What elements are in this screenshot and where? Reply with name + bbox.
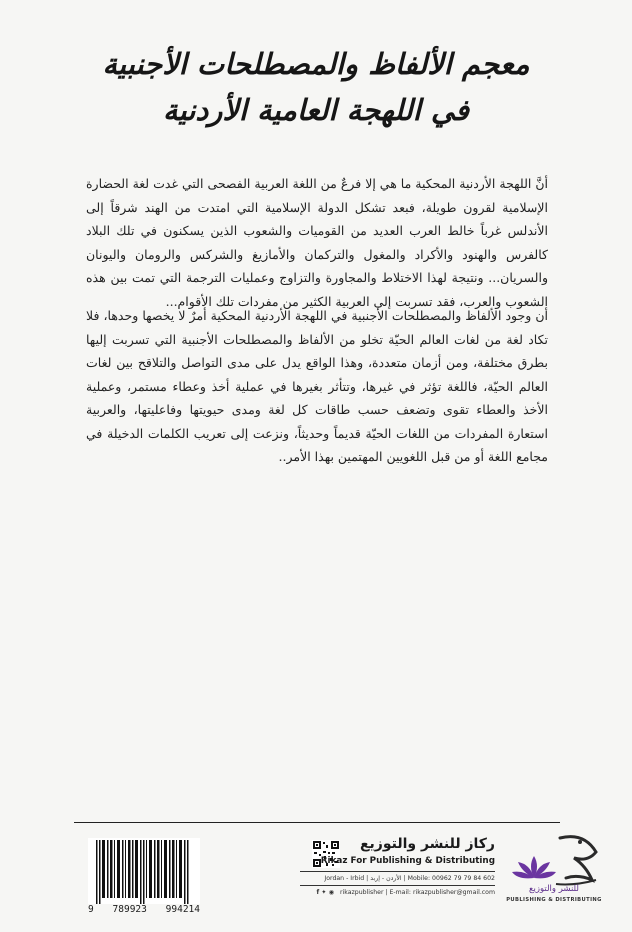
blurb-paragraph-2: أن وجود الألفاظ والمصطلحات الأجنبية في اللهجة الأردنية المحكية أمرٌ لا يخصها وحدها، فلا تكاد لغة من لغات العالم الحيّة تخلو من الألفاظ والمصطلحات الأجنبية التي تسربت إليها بطرق مختلفة، ومن أزمان متعددة، وهذا الواقع يدل على مدى التواصل والتلاقح بين لغات العالم الحيّة، فاللغة تؤثر في غيرها، وتتأثر بغيرها في عملية أخذ وعطاء مستمر، وعملية الأخذ والعطاء تقوى وتضعف حسب طاقات كل لغة ومدى حيويتها وفاعليتها، والعربية استعارة المفردات من اللغات الحيّة قديماً وحديثاً، ونزعت إلى تعريب الكلمات الدخيلة في مجامع اللغة أو من قبل اللغويين المهتمين بهذا الأمر.. [86, 308, 548, 464]
publisher-social-row [300, 889, 495, 896]
logo-text-ar: للنشر والتوزيع [529, 884, 579, 894]
publisher-divider-1 [300, 871, 495, 872]
publisher-address: Jordan - Irbid | الأردن - إربد | Mobile: 00962 79 79 84 602 [324, 875, 495, 882]
isbn-first-digit: 9 [88, 904, 94, 915]
publisher-name-ar: ركاز للنشر والتوزيع [359, 836, 495, 852]
logo-text-en: PUBLISHING & DISTRIBUTING [506, 897, 602, 903]
isbn-group-2: 994214 [165, 904, 200, 915]
publisher-contact: rikazpublisher | E-mail: rikazpublisher@gmail.com [340, 889, 495, 896]
isbn-group-1: 789923 [112, 904, 147, 915]
social-icons: f ✦ ◉ [316, 889, 335, 896]
book-title-line-1: معجم الألفاظ والمصطلحات الأجنبية [102, 47, 530, 81]
isbn-digits [88, 904, 200, 915]
publisher-divider-2 [300, 885, 495, 886]
footer-divider [74, 822, 560, 823]
publisher-name-en: Rikaz For Publishing & Distributing [320, 856, 495, 866]
barcode-bars-icon [88, 838, 200, 904]
book-title-line-2: في اللهجة العامية الأردنية [163, 93, 469, 127]
blurb-paragraph-1: أنَّ اللهجة الأردنية المحكية ما هي إلا فرعٌ من اللغة العربية الفصحى التي غدت لغة الحضارة الإسلامية لقرون طويلة، فبعد تشكل الدولة الإسلامية التي امتدت من الهند شرقاً إلى الأندلس غرباً خالط العرب العديد من القوميات والشعوب الذين يسكنون في تلك البلاد كالفرس والهنود والأكراد والمغول والتركمان والأمازيغ والشركس والرومان واليونان والسريان... ونتيجة لهذا الاختلاط والمجاورة والتزاوج وعمليات الترجمة التي تمت بين هذه الشعوب والعرب، فقد تسربت إلى العربية الكثير من مفردات تلك الأقوام... [86, 176, 548, 309]
